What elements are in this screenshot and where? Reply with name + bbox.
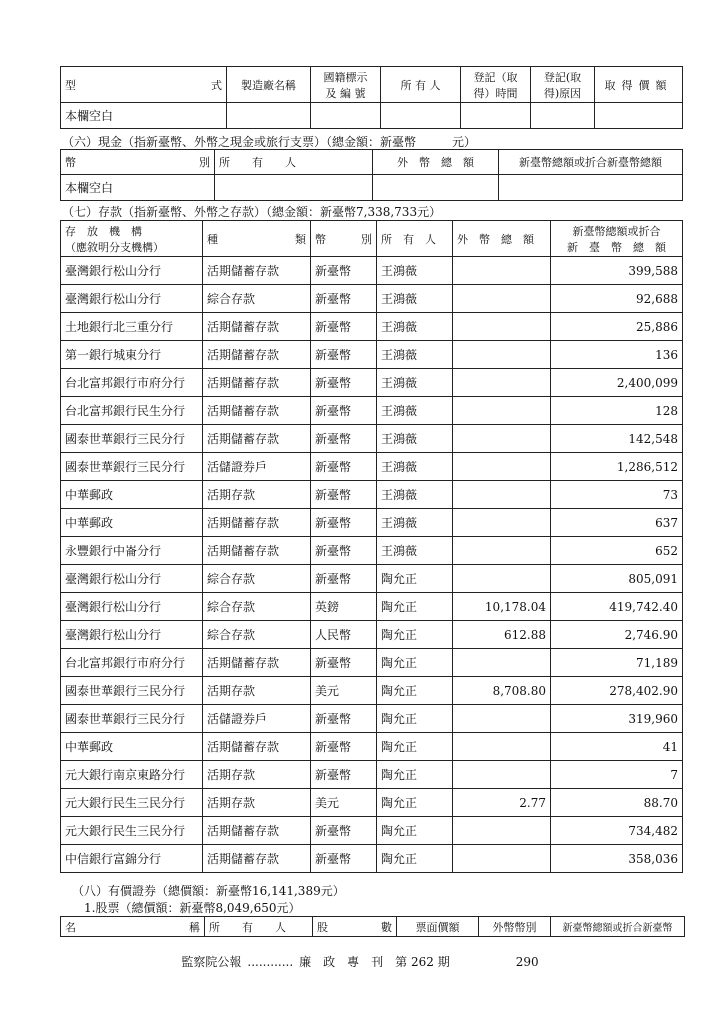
- header-price: 取得價額: [595, 67, 683, 103]
- fx-amount-cell: [453, 481, 551, 509]
- table-row: [61, 733, 683, 761]
- type-cell: 活期儲蓄存款: [203, 733, 311, 761]
- bank-cell: 台北富邦銀行市府分行: [61, 649, 203, 677]
- currency-cell: 新臺幣: [311, 509, 377, 537]
- currency-cell: 英鎊: [311, 593, 377, 621]
- fx-amount-cell: [453, 761, 551, 789]
- currency-cell: 新臺幣: [311, 705, 377, 733]
- fx-amount-cell: [453, 649, 551, 677]
- journal-name: 監察院公報: [181, 955, 242, 969]
- fx-amount-cell: [453, 509, 551, 537]
- fx-amount-cell: [453, 257, 551, 285]
- twd-amount-cell: 734,482: [551, 817, 683, 845]
- section5-table: [60, 66, 683, 129]
- table-row: [61, 481, 683, 509]
- twd-amount-cell: 92,688: [551, 285, 683, 313]
- bank-cell: 中信銀行富錦分行: [61, 845, 203, 873]
- issue-label: 廉 政 專 刊 第 262 期: [299, 955, 450, 969]
- header-fx-currency: 外幣幣別: [479, 917, 551, 937]
- type-cell: 活期儲蓄存款: [203, 817, 311, 845]
- table-row: [61, 453, 683, 481]
- page-footer: [0, 953, 720, 970]
- twd-amount-cell: 319,960: [551, 705, 683, 733]
- table-row: [61, 369, 683, 397]
- currency-cell: 新臺幣: [311, 481, 377, 509]
- header-owner: 所 有 人: [377, 221, 453, 257]
- fx-amount-cell: 8,708.80: [453, 677, 551, 705]
- owner-cell: 王鴻薇: [377, 509, 453, 537]
- owner-cell: 陶允正: [377, 565, 453, 593]
- twd-amount-cell: 7: [551, 761, 683, 789]
- type-cell: 活期存款: [203, 789, 311, 817]
- owner-cell: 陶允正: [377, 845, 453, 873]
- bank-cell: 元大銀行南京東路分行: [61, 761, 203, 789]
- header-manufacturer: 製造廠名稱: [227, 67, 311, 103]
- owner-cell: 陶允正: [377, 677, 453, 705]
- currency-cell: 新臺幣: [311, 537, 377, 565]
- currency-cell: 新臺幣: [311, 733, 377, 761]
- table-row: [61, 649, 683, 677]
- fx-amount-cell: [453, 565, 551, 593]
- bank-cell: 臺灣銀行松山分行: [61, 621, 203, 649]
- table-row: [61, 845, 683, 873]
- table-row: [61, 425, 683, 453]
- header-name: 名 稱: [61, 917, 205, 937]
- owner-cell: 陶允正: [377, 705, 453, 733]
- owner-cell: 陶允正: [377, 733, 453, 761]
- owner-cell: 王鴻薇: [377, 453, 453, 481]
- table-row: [61, 257, 683, 285]
- header-currency: 幣 別: [61, 150, 215, 175]
- bank-cell: 土地銀行北三重分行: [61, 313, 203, 341]
- owner-cell: 陶允正: [377, 649, 453, 677]
- twd-amount-cell: 637: [551, 509, 683, 537]
- currency-cell: 新臺幣: [311, 817, 377, 845]
- currency-cell: 美元: [311, 677, 377, 705]
- header-twd-equiv: 新臺幣總額或折合新臺幣: [551, 917, 685, 937]
- owner-cell: 王鴻薇: [377, 257, 453, 285]
- fx-amount-cell: [453, 341, 551, 369]
- header-fx-total: 外 幣 總 額: [453, 221, 551, 257]
- bank-cell: 臺灣銀行松山分行: [61, 257, 203, 285]
- owner-cell: 陶允正: [377, 621, 453, 649]
- bank-cell: 臺灣銀行松山分行: [61, 593, 203, 621]
- bank-cell: 台北富邦銀行市府分行: [61, 369, 203, 397]
- twd-amount-cell: 41: [551, 733, 683, 761]
- bank-cell: 元大銀行民生三民分行: [61, 789, 203, 817]
- owner-cell: 王鴻薇: [377, 481, 453, 509]
- header-face-value: 票面價額: [397, 917, 479, 937]
- header-type: 型 式: [61, 67, 227, 103]
- twd-amount-cell: 1,286,512: [551, 453, 683, 481]
- type-cell: 活期儲蓄存款: [203, 369, 311, 397]
- type-cell: 活期儲蓄存款: [203, 397, 311, 425]
- header-institution: 存 放 機 構 （應敘明分支機構）: [61, 221, 203, 257]
- header-owner: 所 有 人: [381, 67, 461, 103]
- fx-amount-cell: [453, 397, 551, 425]
- type-cell: 活期存款: [203, 481, 311, 509]
- header-twd-total: 新臺幣總額或折合新臺幣總額: [499, 150, 683, 175]
- fx-amount-cell: [453, 705, 551, 733]
- type-cell: 活期儲蓄存款: [203, 649, 311, 677]
- currency-cell: 新臺幣: [311, 341, 377, 369]
- twd-amount-cell: 2,400,099: [551, 369, 683, 397]
- fx-amount-cell: [453, 369, 551, 397]
- header-twd-total: 新臺幣總額或折合 新 臺 幣 總 額: [551, 221, 683, 257]
- type-cell: 活期儲蓄存款: [203, 257, 311, 285]
- currency-cell: 新臺幣: [311, 313, 377, 341]
- bank-cell: 中華郵政: [61, 481, 203, 509]
- bank-cell: 永豐銀行中崙分行: [61, 537, 203, 565]
- type-cell: 活期儲蓄存款: [203, 425, 311, 453]
- currency-cell: 美元: [311, 789, 377, 817]
- type-cell: 活期儲蓄存款: [203, 341, 311, 369]
- owner-cell: 王鴻薇: [377, 397, 453, 425]
- section8-table: [60, 916, 685, 937]
- type-cell: 活儲證券戶: [203, 453, 311, 481]
- section8-subtitle: 1.股票（總價額：新臺幣8,049,650元）: [84, 901, 301, 915]
- table-row: [61, 593, 683, 621]
- type-cell: 綜合存款: [203, 621, 311, 649]
- header-fx-total: 外 幣 總 額: [373, 150, 499, 175]
- table-row: [61, 565, 683, 593]
- fx-amount-cell: [453, 733, 551, 761]
- twd-amount-cell: 136: [551, 341, 683, 369]
- header-nationality: 國籍標示 及 編 號: [311, 67, 381, 103]
- currency-cell: 新臺幣: [311, 425, 377, 453]
- table-row: [61, 509, 683, 537]
- type-cell: 活儲證券戶: [203, 705, 311, 733]
- owner-cell: 陶允正: [377, 593, 453, 621]
- section8-title: （八）有價證券（總價額：新臺幣16,141,389元）: [72, 884, 345, 898]
- table-row: [61, 313, 683, 341]
- currency-cell: 人民幣: [311, 621, 377, 649]
- header-reg-reason: 登記(取 得)原因: [531, 67, 595, 103]
- currency-cell: 新臺幣: [311, 285, 377, 313]
- section6-table: [60, 149, 683, 201]
- fx-amount-cell: [453, 313, 551, 341]
- type-cell: 綜合存款: [203, 285, 311, 313]
- fx-amount-cell: [453, 537, 551, 565]
- owner-cell: 陶允正: [377, 761, 453, 789]
- type-cell: 活期儲蓄存款: [203, 537, 311, 565]
- fx-amount-cell: [453, 817, 551, 845]
- bank-cell: 國泰世華銀行三民分行: [61, 705, 203, 733]
- owner-cell: 王鴻薇: [377, 425, 453, 453]
- section7-title: （七）存款（指新臺幣、外幣之存款）（總金額：新臺幣7,338,733元）: [62, 205, 442, 219]
- fx-amount-cell: [453, 453, 551, 481]
- twd-amount-cell: 358,036: [551, 845, 683, 873]
- table-row: [61, 397, 683, 425]
- currency-cell: 新臺幣: [311, 369, 377, 397]
- twd-amount-cell: 88.70: [551, 789, 683, 817]
- header-shares: 股 數: [313, 917, 397, 937]
- type-cell: 活期儲蓄存款: [203, 845, 311, 873]
- empty-cell: 本欄空白: [61, 103, 227, 129]
- owner-cell: 陶允正: [377, 817, 453, 845]
- twd-amount-cell: 278,402.90: [551, 677, 683, 705]
- twd-amount-cell: 25,886: [551, 313, 683, 341]
- bank-cell: 臺灣銀行松山分行: [61, 285, 203, 313]
- twd-amount-cell: 142,548: [551, 425, 683, 453]
- twd-amount-cell: 399,588: [551, 257, 683, 285]
- bank-cell: 臺灣銀行松山分行: [61, 565, 203, 593]
- table-row: [61, 537, 683, 565]
- table-row: [61, 789, 683, 817]
- footer-dots: ............: [247, 955, 294, 969]
- twd-amount-cell: 71,189: [551, 649, 683, 677]
- owner-cell: 王鴻薇: [377, 285, 453, 313]
- bank-cell: 元大銀行民生三民分行: [61, 817, 203, 845]
- type-cell: 綜合存款: [203, 565, 311, 593]
- page-number: 290: [515, 955, 539, 969]
- owner-cell: 陶允正: [377, 789, 453, 817]
- table-row: [61, 761, 683, 789]
- fx-amount-cell: [453, 285, 551, 313]
- currency-cell: 新臺幣: [311, 397, 377, 425]
- type-cell: 綜合存款: [203, 593, 311, 621]
- bank-cell: 中華郵政: [61, 509, 203, 537]
- section7-table: [60, 220, 683, 873]
- table-row: [61, 705, 683, 733]
- header-owner: 所 有 人: [215, 150, 373, 175]
- section6-title: （六）現金（指新臺幣、外幣之現金或旅行支票）（總金額：新臺幣 元）: [62, 135, 477, 149]
- type-cell: 活期儲蓄存款: [203, 509, 311, 537]
- owner-cell: 王鴻薇: [377, 313, 453, 341]
- owner-cell: 王鴻薇: [377, 341, 453, 369]
- bank-cell: 台北富邦銀行民生分行: [61, 397, 203, 425]
- table-row: [61, 621, 683, 649]
- fx-amount-cell: 612.88: [453, 621, 551, 649]
- twd-amount-cell: 128: [551, 397, 683, 425]
- fx-amount-cell: 2.77: [453, 789, 551, 817]
- bank-cell: 國泰世華銀行三民分行: [61, 453, 203, 481]
- header-reg-time: 登記（取 得）時間: [461, 67, 531, 103]
- currency-cell: 新臺幣: [311, 649, 377, 677]
- currency-cell: 新臺幣: [311, 453, 377, 481]
- table-row: [61, 677, 683, 705]
- owner-cell: 王鴻薇: [377, 369, 453, 397]
- type-cell: 活期儲蓄存款: [203, 313, 311, 341]
- header-owner: 所 有 人: [205, 917, 313, 937]
- bank-cell: 國泰世華銀行三民分行: [61, 677, 203, 705]
- fx-amount-cell: [453, 845, 551, 873]
- table-row: [61, 817, 683, 845]
- table-row: [61, 341, 683, 369]
- twd-amount-cell: 652: [551, 537, 683, 565]
- fx-amount-cell: 10,178.04: [453, 593, 551, 621]
- header-kind: 種 類: [203, 221, 311, 257]
- currency-cell: 新臺幣: [311, 761, 377, 789]
- type-cell: 活期存款: [203, 761, 311, 789]
- bank-cell: 國泰世華銀行三民分行: [61, 425, 203, 453]
- twd-amount-cell: 2,746.90: [551, 621, 683, 649]
- currency-cell: 新臺幣: [311, 257, 377, 285]
- bank-cell: 第一銀行城東分行: [61, 341, 203, 369]
- owner-cell: 王鴻薇: [377, 537, 453, 565]
- empty-cell: 本欄空白: [61, 175, 215, 201]
- currency-cell: 新臺幣: [311, 845, 377, 873]
- header-currency: 幣 別: [311, 221, 377, 257]
- bank-cell: 中華郵政: [61, 733, 203, 761]
- type-cell: 活期存款: [203, 677, 311, 705]
- twd-amount-cell: 73: [551, 481, 683, 509]
- twd-amount-cell: 419,742.40: [551, 593, 683, 621]
- currency-cell: 新臺幣: [311, 565, 377, 593]
- fx-amount-cell: [453, 425, 551, 453]
- twd-amount-cell: 805,091: [551, 565, 683, 593]
- table-row: [61, 285, 683, 313]
